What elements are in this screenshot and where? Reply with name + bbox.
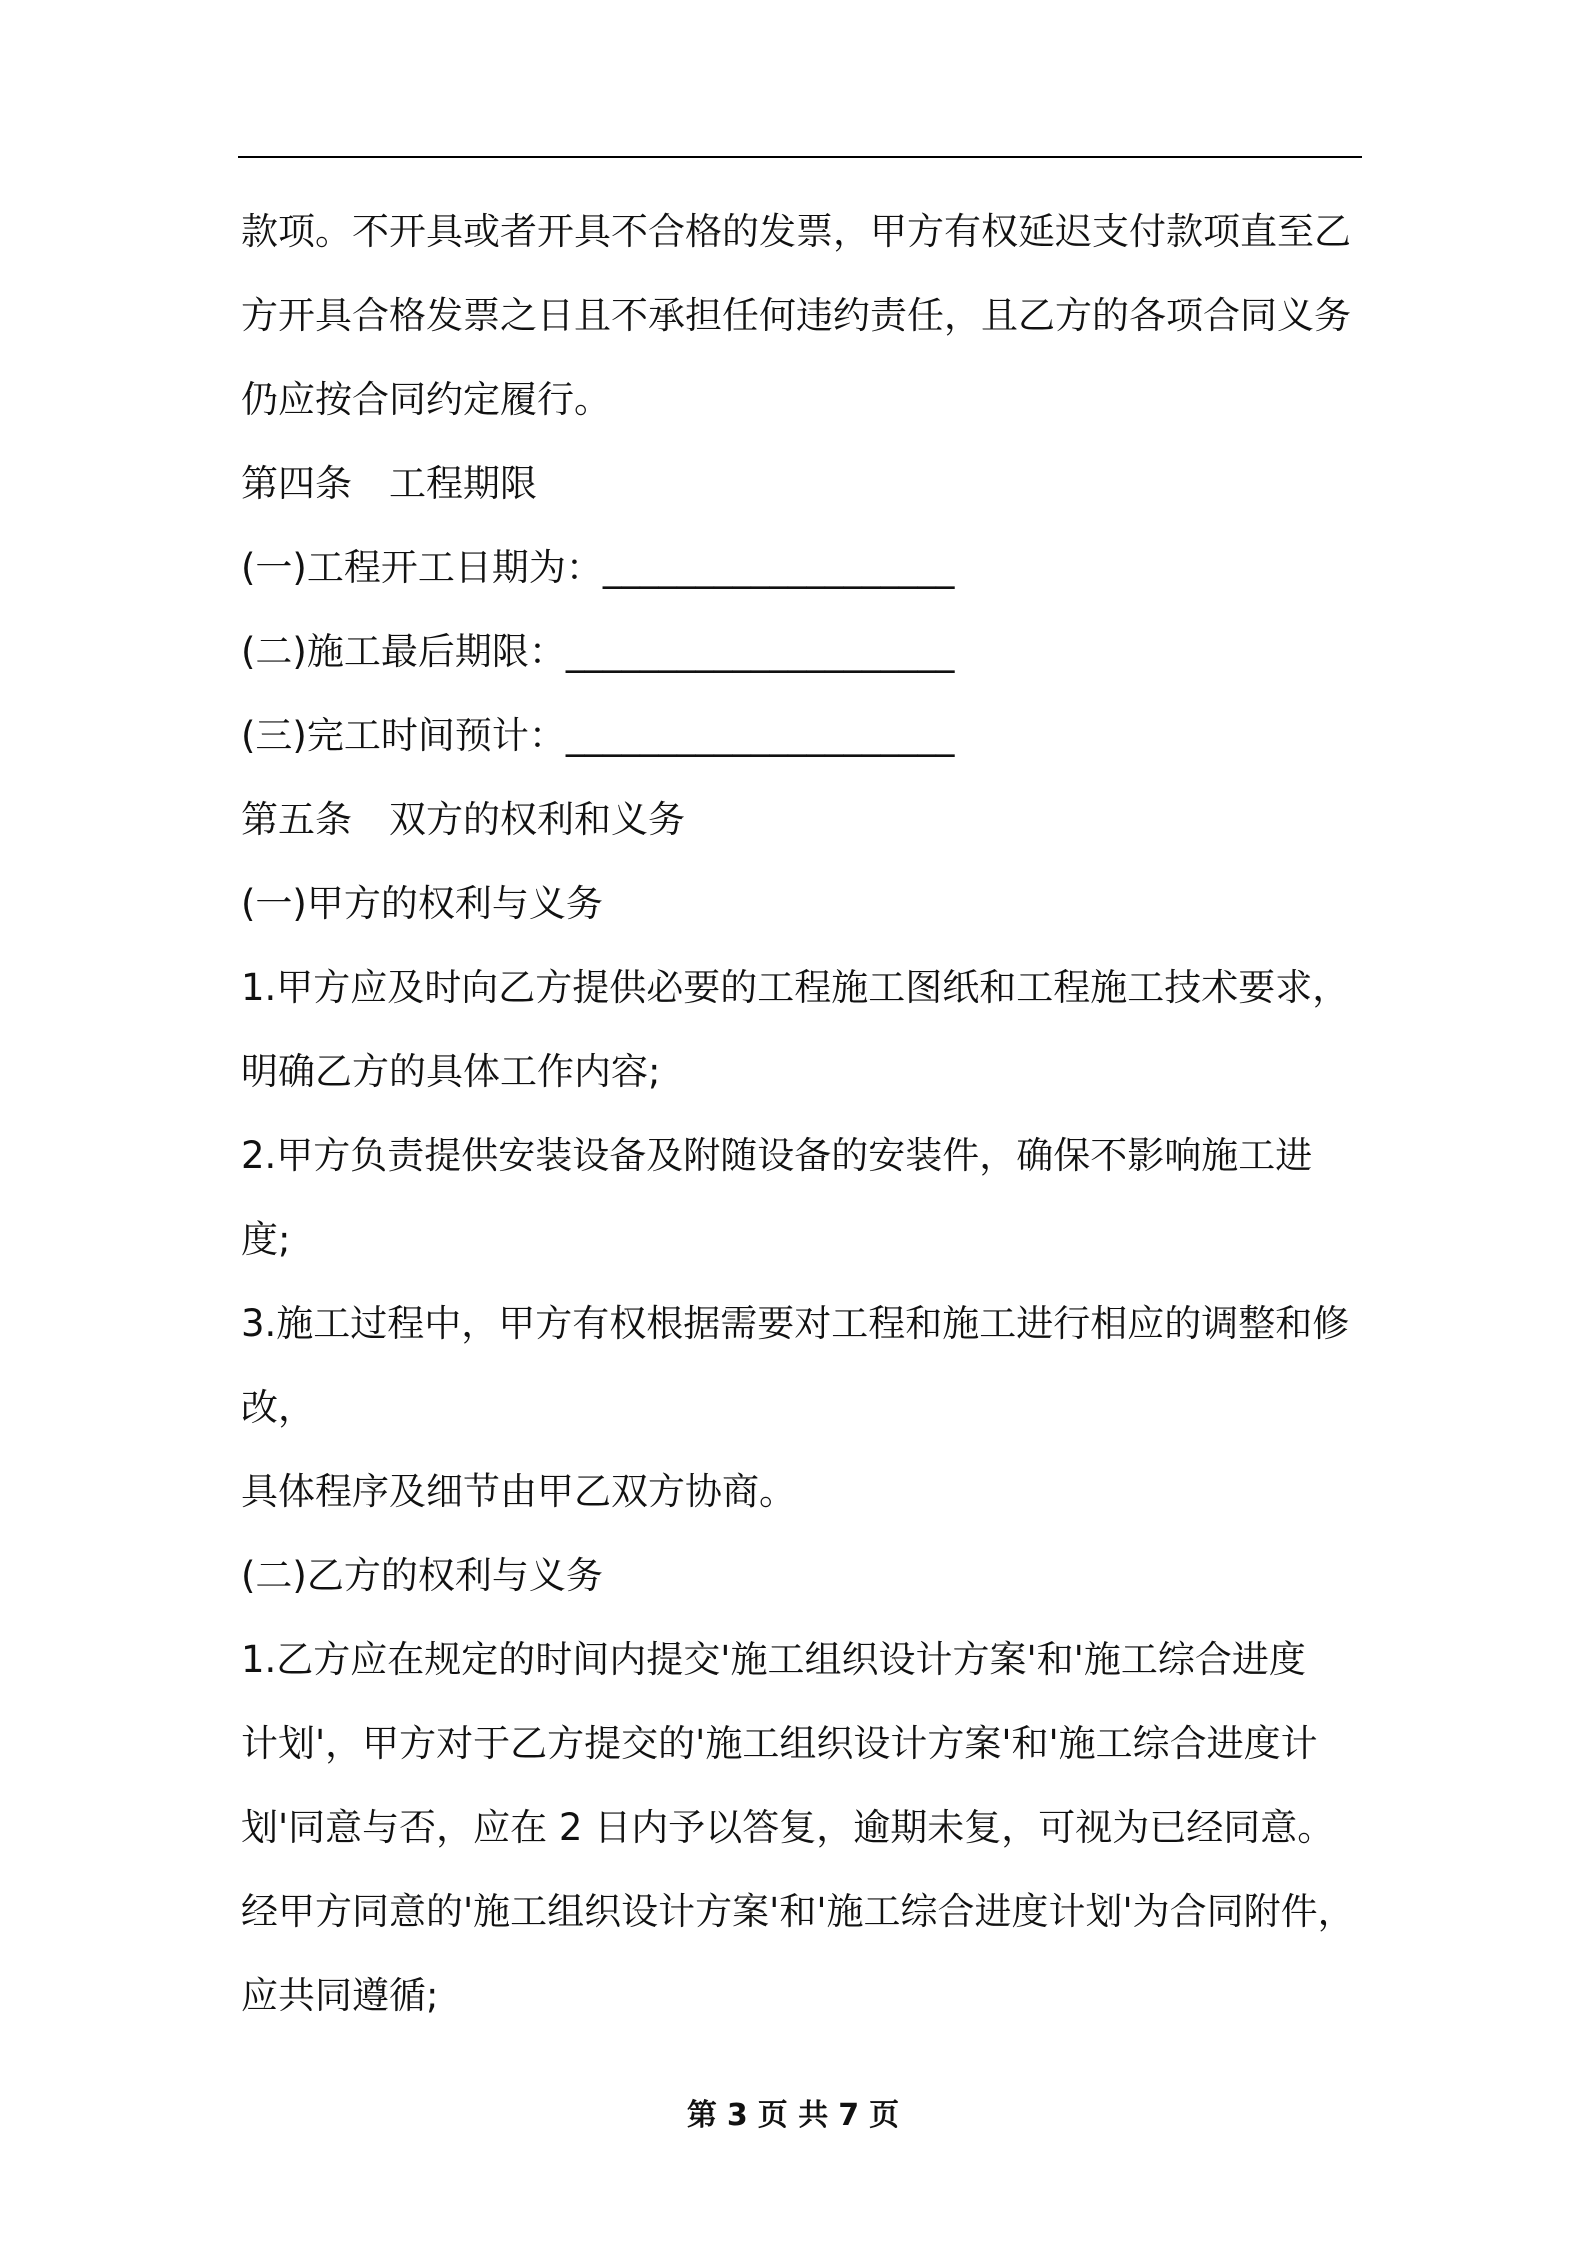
- text-line: 度;: [241, 1218, 291, 1261]
- text-line: 计划'，甲方对于乙方提交的'施工组织设计方案'和'施工综合进度计: [241, 1722, 1318, 1765]
- text-line: 划'同意与否，应在 2 日内予以答复，逾期未复，可视为已经同意。: [241, 1806, 1335, 1849]
- completion-estimate-field: (三)完工时间预计：_____________________: [241, 714, 955, 757]
- text-line: 1.乙方应在规定的时间内提交'施工组织设计方案'和'施工综合进度: [241, 1638, 1306, 1681]
- deadline-field: (二)施工最后期限：_____________________: [241, 630, 955, 673]
- text-line: 具体程序及细节由甲乙双方协商。: [241, 1470, 796, 1513]
- document-body: [241, 190, 1365, 2038]
- text-line: 应共同遵循;: [241, 1974, 439, 2017]
- section-heading: (二)乙方的权利与义务: [241, 1554, 603, 1597]
- article-heading: 第四条 工程期限: [241, 462, 537, 505]
- footer-suffix: 页: [869, 2098, 900, 2133]
- text-line: 款项。不开具或者开具不合格的发票，甲方有权延迟支付款项直至乙: [241, 210, 1351, 253]
- footer-middle: 页 共: [757, 2098, 829, 2133]
- text-line: 仍应按合同约定履行。: [241, 378, 611, 421]
- text-line: 1.甲方应及时向乙方提供必要的工程施工图纸和工程施工技术要求，: [241, 966, 1350, 1009]
- section-heading: (一)甲方的权利与义务: [241, 882, 603, 925]
- page-footer: [0, 2096, 1586, 2136]
- text-line: 2.甲方负责提供安装设备及附随设备的安装件，确保不影响施工进: [241, 1134, 1313, 1177]
- text-line: 明确乙方的具体工作内容;: [241, 1050, 661, 1093]
- text-line: 3.施工过程中，甲方有权根据需要对工程和施工进行相应的调整和修: [241, 1302, 1350, 1345]
- text-line: 经甲方同意的'施工组织设计方案'和'施工综合进度计划'为合同附件，: [241, 1890, 1355, 1933]
- current-page-number: 3: [726, 2098, 748, 2133]
- text-line: 改，: [241, 1386, 315, 1429]
- header-rule: [238, 156, 1362, 158]
- footer-prefix: 第: [686, 2098, 717, 2133]
- start-date-field: (一)工程开工日期为：___________________: [241, 546, 955, 589]
- total-pages-number: 7: [838, 2098, 860, 2133]
- text-line: 方开具合格发票之日且不承担任何违约责任，且乙方的各项合同义务: [241, 294, 1351, 337]
- article-heading: 第五条 双方的权利和义务: [241, 798, 685, 841]
